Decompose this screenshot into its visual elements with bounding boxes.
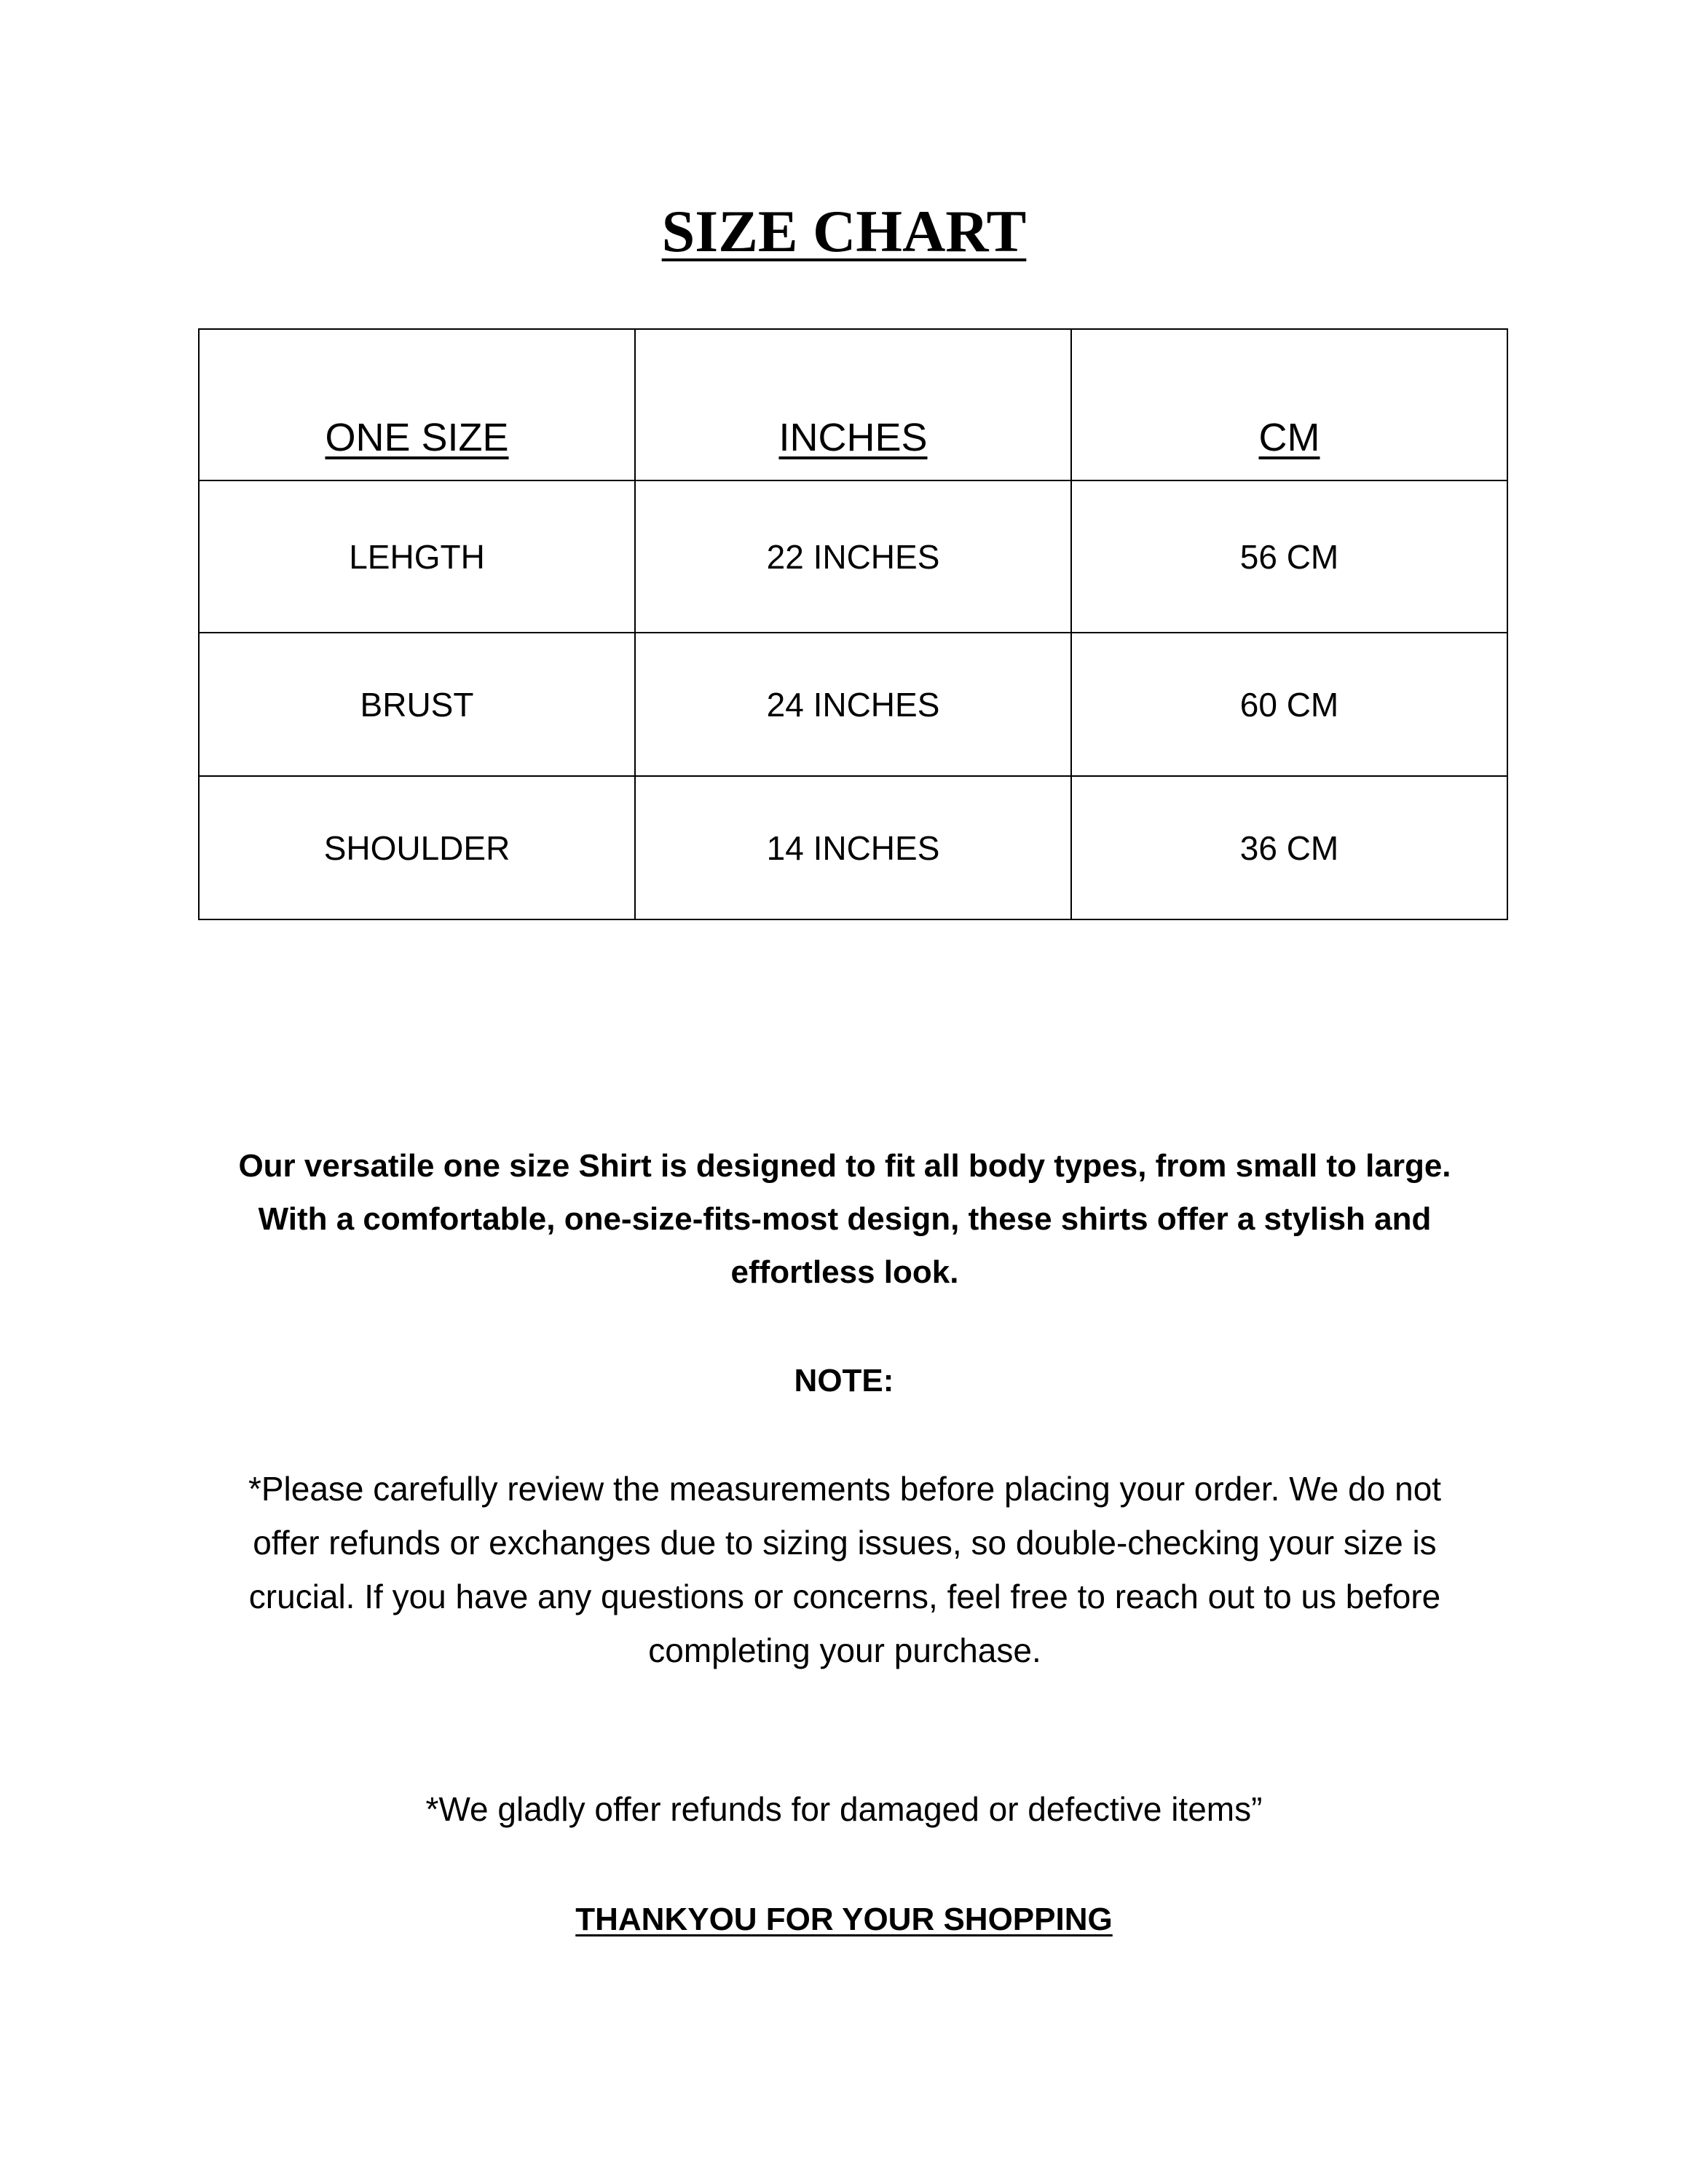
note-heading: NOTE: bbox=[794, 1363, 894, 1398]
note-line: *Please carefully review the measurements before placing your order. We do not bbox=[248, 1470, 1442, 1508]
header-label-inches: INCHES bbox=[778, 416, 928, 459]
table-row bbox=[199, 776, 1507, 919]
product-description bbox=[189, 1139, 1500, 1299]
measure-inches-cell: 22 INCHES bbox=[635, 480, 1071, 633]
measure-inches-cell: 24 INCHES bbox=[635, 633, 1071, 776]
description-line: Our versatile one size Shirt is designed to fit all body types, from small to large. bbox=[238, 1148, 1451, 1184]
measure-name-cell: SHOULDER bbox=[199, 776, 635, 919]
note-line: completing your purchase. bbox=[648, 1631, 1041, 1669]
measure-cm-cell: 60 CM bbox=[1071, 633, 1507, 776]
note-line: offer refunds or exchanges due to sizing issues, so double-checking your size is bbox=[253, 1524, 1437, 1562]
header-cell-inches bbox=[635, 329, 1071, 480]
description-line: effortless look. bbox=[730, 1254, 959, 1290]
header-label-cm: CM bbox=[1258, 416, 1320, 459]
measure-inches-cell: 14 INCHES bbox=[635, 776, 1071, 919]
measure-name-cell: BRUST bbox=[199, 633, 635, 776]
measure-name-cell: LEHGTH bbox=[199, 480, 635, 633]
table-row bbox=[199, 633, 1507, 776]
page-title-text: SIZE CHART bbox=[661, 198, 1027, 264]
measure-cm-cell: 36 CM bbox=[1071, 776, 1507, 919]
table-row bbox=[199, 480, 1507, 633]
closing-message-text: THANKYOU FOR YOUR SHOPPING bbox=[575, 1902, 1113, 1937]
header-cell-cm bbox=[1071, 329, 1507, 480]
table-header-row bbox=[199, 329, 1507, 480]
size-table bbox=[198, 328, 1508, 920]
header-label-one-size: ONE SIZE bbox=[325, 416, 509, 459]
measure-cm-cell: 56 CM bbox=[1071, 480, 1507, 633]
header-cell-one-size bbox=[199, 329, 635, 480]
closing-message bbox=[0, 1893, 1688, 1946]
page-title bbox=[0, 195, 1688, 268]
refund-note: *We gladly offer refunds for damaged or defective items” bbox=[425, 1790, 1263, 1828]
note-line: crucial. If you have any questions or concerns, feel free to reach out to us before bbox=[248, 1578, 1441, 1615]
note-body bbox=[189, 1462, 1500, 1677]
description-line: With a comfortable, one-size-fits-most design, these shirts offer a stylish and bbox=[258, 1201, 1432, 1237]
